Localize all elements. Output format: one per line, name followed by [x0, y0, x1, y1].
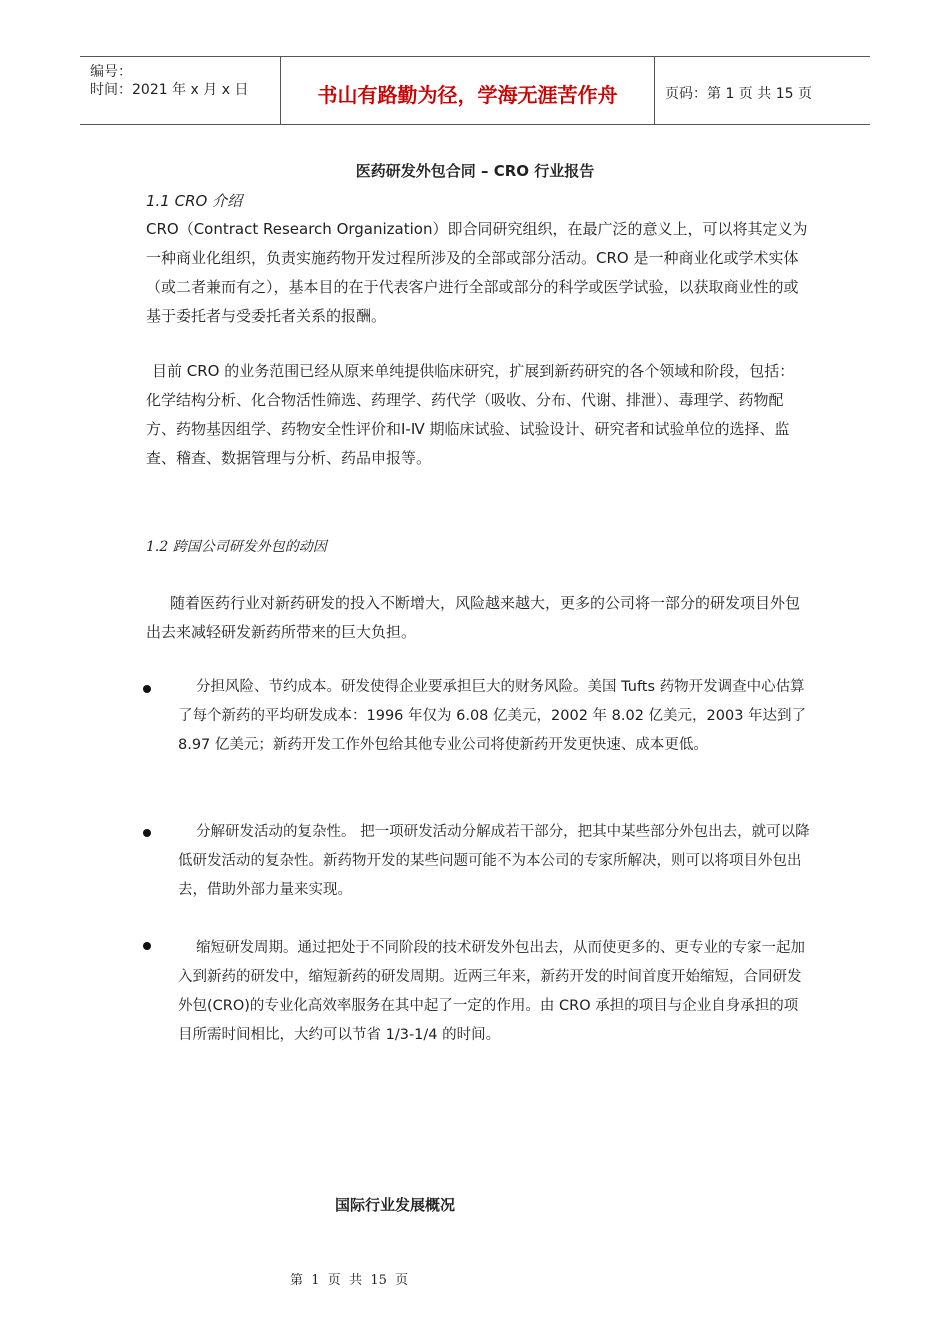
bullet-icon	[143, 942, 151, 950]
bullet-item-complexity: 分解研发活动的复杂性。 把一项研发活动分解成若干部分，把其中某些部分外包出去，就可以降低研发活动的复杂性。新药物开发的某些问题可能不为本公司的专家所解决，则可以将项目外包出去，借助外部力量来实现。	[178, 824, 810, 898]
bullet-item-risk-sharing: 分担风险、节约成本。研发使得企业要承担巨大的财务风险。美国 Tufts 药物开发调查中心估算了每个新药的平均研发成本：1996 年仅为 6.08 亿美元，2002 年 8.02 亿美元，2003 年达到了 8.97 亿美元；新药开发工作外包给其他专业公司将使新药开发更快速、成本更低。	[178, 679, 807, 753]
footer-page-number: 第 1 页 共 15 页	[290, 1273, 409, 1288]
bullet-item-cycle-time: 缩短研发周期。通过把处于不同阶段的技术研发外包出去，从而使更多的、更专业的专家一起加入到新药的研发中，缩短新药的研发周期。近两三年来，新药开发的时间首度开始缩短，合同研发外包(CRO)的专业化高效率服务在其中起了一定的作用。由 CRO 承担的项目与企业自身承担的项目所需时间相比，大约可以节省 1/3-1/4 的时间。	[178, 940, 805, 1043]
section-heading-outsourcing-motives: 1.2 跨国公司研发外包的动因	[146, 539, 327, 555]
header-page-number: 页码：第 1 页 共 15 页	[665, 86, 812, 102]
header-right-cell	[655, 57, 870, 124]
paragraph-outsourcing-intro: 随着医药行业对新药研发的投入不断增大，风险越来越大，更多的公司将一部分的研发项目外包出去来减轻研发新药所带来的巨大负担。	[146, 594, 801, 641]
document-title: 医药研发外包合同 – CRO 行业报告	[355, 162, 595, 180]
page-footer	[0, 1269, 950, 1288]
section-heading-international-overview: 国际行业发展概况	[334, 1196, 455, 1214]
document-code-label: 编号：	[90, 64, 132, 80]
paragraph-cro-scope: 目前 CRO 的业务范围已经从原来单纯提供临床研究，扩展到新药研究的各个领域和阶段，包括：化学结构分析、化合物活性筛选、药理学、药代学（吸收、分布、代谢、排泄）、毒理学、药物配方、药物基因组学、药物安全性评价和Ⅰ-Ⅳ 期临床试验、试验设计、研究者和试验单位的选择、监查、稽查、数据管理与分析、药品申报等。	[146, 362, 795, 467]
document-time-label: 时间：2021 年 x 月 x 日	[90, 82, 249, 98]
header-table	[80, 56, 870, 125]
header-middle-cell	[281, 57, 655, 124]
bullet-icon	[143, 685, 151, 693]
header-motto: 书山有路勤为径，学海无涯苦作舟	[317, 83, 618, 107]
bullet-icon	[143, 829, 151, 837]
header-left-cell	[80, 57, 281, 124]
paragraph-cro-definition: CRO（Contract Research Organization）即合同研究组织，在最广泛的意义上，可以将其定义为一种商业化组织，负责实施药物开发过程所涉及的全部或部分活动。CRO 是一种商业化或学术实体（或二者兼而有之），基本目的在于代表客户进行全部或部分的科学或医学试验，以获取商业性的或基于委托者与受委托者关系的报酬。	[146, 220, 808, 325]
section-heading-cro-intro: 1.1 CRO 介绍	[146, 192, 243, 210]
